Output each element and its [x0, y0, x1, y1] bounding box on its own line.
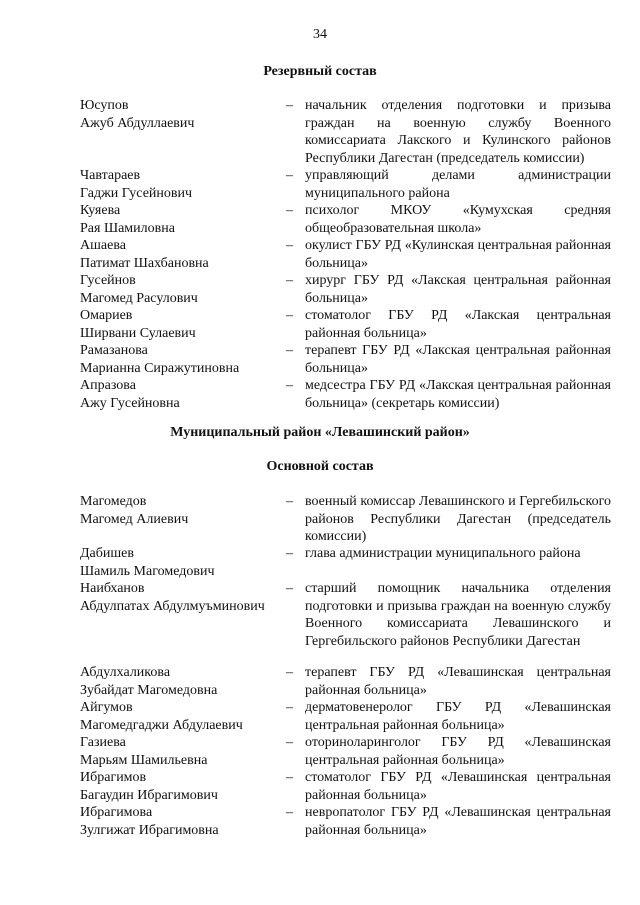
member-name — [80, 580, 280, 615]
member-name — [80, 699, 280, 734]
member-role: невропатолог ГБУ РД «Левашинская центральная районная больница» — [305, 805, 611, 838]
dash: – — [286, 546, 293, 561]
member-name — [80, 769, 280, 804]
member-role: медсестра ГБУ РД «Лакская центральная районная больница» (секретарь комиссии) — [305, 378, 611, 411]
member-given-name: Абдулпатах Абдулмуъминович — [80, 598, 265, 614]
dash: – — [286, 665, 293, 680]
member-surname: Газиева — [80, 735, 126, 750]
member-given-name: Гаджи Гусейнович — [80, 185, 193, 201]
member-name — [80, 664, 280, 699]
member-surname: Омариев — [80, 308, 133, 323]
member-name — [80, 167, 280, 202]
member-role: глава администрации муниципального района — [305, 546, 581, 561]
member-surname: Куяева — [80, 203, 121, 218]
member-role: военный комиссар Левашинского и Гергебильского районов Республики Дагестан (председатель комиссии) — [305, 494, 611, 544]
member-role: оториноларинголог ГБУ РД «Левашинская центральная районная больница» — [305, 735, 611, 768]
heading-district: Муниципальный район «Левашинский район» — [170, 425, 470, 440]
member-given-name: Ажу Гусейновна — [80, 395, 180, 411]
dash: – — [286, 770, 293, 785]
member-given-name: Шамиль Магомедович — [80, 563, 215, 579]
member-surname: Гусейнов — [80, 273, 136, 288]
member-name — [80, 377, 280, 412]
dash: – — [286, 700, 293, 715]
member-given-name: Магомед Расулович — [80, 290, 198, 306]
member-role: окулист ГБУ РД «Кулинская центральная районная больница» — [305, 238, 611, 271]
member-given-name: Ажуб Абдуллаевич — [80, 115, 195, 131]
member-role: старший помощник начальника отделения подготовки и призыва граждан на военную службу Военного комиссариата Левашинского и Гергебильского районов Республики Дагестан — [305, 581, 611, 649]
member-name — [80, 237, 280, 272]
member-surname: Ашаева — [80, 238, 126, 253]
dash: – — [286, 308, 293, 323]
member-given-name: Багаудин Ибрагимович — [80, 787, 218, 803]
member-name — [80, 493, 280, 528]
member-given-name: Марьям Шамильевна — [80, 752, 208, 768]
member-role: психолог МКОУ «Кумухская средняя общеобразовательная школа» — [305, 203, 611, 236]
member-role: хирург ГБУ РД «Лакская центральная районная больница» — [305, 273, 611, 306]
member-surname: Айгумов — [80, 700, 133, 715]
member-given-name: Зубайдат Магомедовна — [80, 682, 218, 698]
member-surname: Рамазанова — [80, 343, 148, 358]
member-name — [80, 272, 280, 307]
heading-reserve-composition: Резервный состав — [263, 64, 377, 79]
dash: – — [286, 203, 293, 218]
member-role: стоматолог ГБУ РД «Лакская центральная районная больница» — [305, 308, 611, 341]
member-role: терапевт ГБУ РД «Лакская центральная районная больница» — [305, 343, 611, 376]
member-name — [80, 734, 280, 769]
page-number: 34 — [313, 27, 327, 42]
dash: – — [286, 494, 293, 509]
member-given-name: Ширвани Сулаевич — [80, 325, 196, 341]
member-role: дерматовенеролог ГБУ РД «Левашинская центральная районная больница» — [305, 700, 611, 733]
heading-main-composition: Основной состав — [266, 459, 374, 474]
member-given-name: Патимат Шахбановна — [80, 255, 209, 271]
member-given-name: Магомед Алиевич — [80, 511, 189, 527]
member-name — [80, 97, 280, 132]
dash: – — [286, 273, 293, 288]
member-name — [80, 804, 280, 839]
member-given-name: Марианна Сиражутиновна — [80, 360, 240, 376]
dash: – — [286, 378, 293, 393]
member-role: управляющий делами администрации муниципального района — [305, 168, 611, 201]
member-name — [80, 202, 280, 237]
member-surname: Ибрагимов — [80, 770, 147, 785]
dash: – — [286, 581, 293, 596]
member-given-name: Зулгижат Ибрагимовна — [80, 822, 219, 838]
member-role: стоматолог ГБУ РД «Левашинская центральная районная больница» — [305, 770, 611, 803]
member-given-name: Магомедгаджи Абдулаевич — [80, 717, 243, 733]
member-surname: Наибханов — [80, 581, 145, 596]
member-surname: Дабишев — [80, 546, 134, 561]
member-name — [80, 307, 280, 342]
dash: – — [286, 735, 293, 750]
member-surname: Юсупов — [80, 98, 129, 113]
member-surname: Чавтараев — [80, 168, 141, 183]
dash: – — [286, 98, 293, 113]
member-name — [80, 342, 280, 377]
dash: – — [286, 238, 293, 253]
member-given-name: Рая Шамиловна — [80, 220, 175, 236]
member-role: начальник отделения подготовки и призыва граждан на военную службу Военного комиссариата Лакского и Кулинского районов Республики Дагестан (председатель комиссии) — [305, 98, 611, 166]
member-role: терапевт ГБУ РД «Левашинская центральная районная больница» — [305, 665, 611, 698]
dash: – — [286, 168, 293, 183]
member-surname: Магомедов — [80, 494, 147, 509]
dash: – — [286, 343, 293, 358]
member-surname: Апразова — [80, 378, 136, 393]
member-name — [80, 545, 280, 580]
member-surname: Абдулхаликова — [80, 665, 171, 680]
member-surname: Ибрагимова — [80, 805, 153, 820]
dash: – — [286, 805, 293, 820]
